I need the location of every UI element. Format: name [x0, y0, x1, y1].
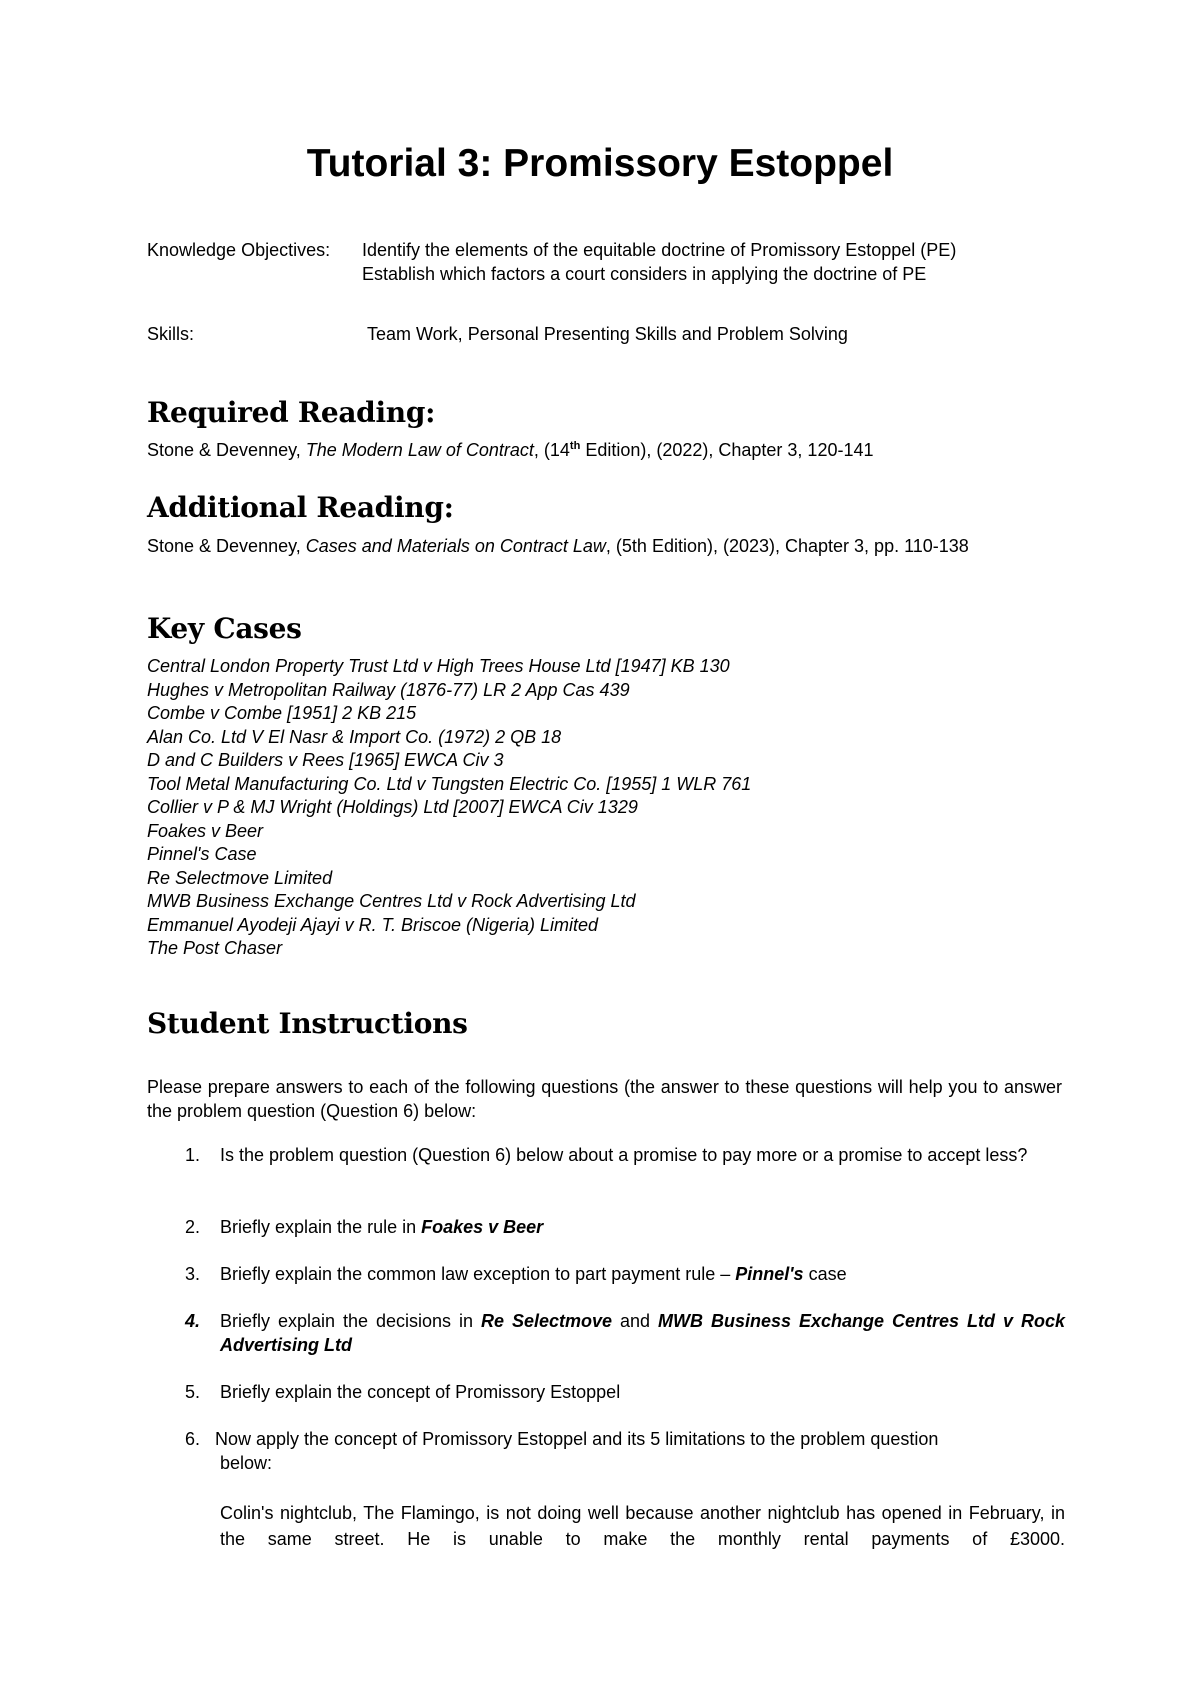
- question-4: [185, 1309, 1065, 1357]
- case-item: Central London Property Trust Ltd v High Trees House Ltd [1947] KB 130: [147, 656, 730, 676]
- required-edition-sup: th: [569, 440, 581, 452]
- student-instructions-intro: Please prepare answers to each of the following questions (the answer to these questions will help you to answer the problem question (Question 6) below:: [147, 1077, 1062, 1121]
- question-text: Now apply the concept of Promissory Estoppel and its 5 limitations to the problem question: [215, 1429, 939, 1449]
- student-instructions-heading: Student Instructions: [147, 1007, 468, 1040]
- problem-question-text: Colin's nightclub, The Flamingo, is not doing well because another nightclub has opened in February, in the same street. He is unable to make the monthly rental payments of £3000.: [220, 1503, 1065, 1549]
- additional-reading-citation: [147, 534, 1062, 558]
- question-2: [185, 1215, 1065, 1239]
- case-item: Foakes v Beer: [147, 820, 264, 841]
- question-text: [220, 1262, 1065, 1286]
- question-text-mid: and: [612, 1311, 659, 1331]
- additional-authors: Stone & Devenney,: [147, 536, 306, 556]
- question-number: 1.: [185, 1145, 201, 1165]
- page-title: Tutorial 3: Promissory Estoppel: [306, 142, 894, 185]
- question-text-part: Briefly explain the rule in: [220, 1217, 422, 1237]
- required-authors: Stone & Devenney,: [147, 440, 306, 460]
- question-text: Is the problem question (Question 6) below about a promise to pay more or a promise to accept less?: [220, 1145, 1028, 1165]
- case-name: Foakes v Beer: [421, 1217, 544, 1237]
- question-number: 4.: [185, 1311, 201, 1331]
- question-text: Briefly explain the concept of Promissory Estoppel: [220, 1382, 621, 1402]
- required-edition-pre: , (14: [533, 440, 570, 460]
- question-text: [220, 1215, 1065, 1239]
- required-reading-heading: Required Reading:: [147, 396, 436, 429]
- question-1: [185, 1143, 1065, 1167]
- question-number: 3.: [185, 1264, 201, 1284]
- additional-rest: , (5th Edition), (2023), Chapter 3, pp. 110-138: [605, 536, 969, 556]
- case-item: Combe v Combe [1951] 2 KB 215: [147, 703, 417, 723]
- skills-value: Team Work, Personal Presenting Skills and Problem Solving: [367, 324, 848, 344]
- case-item: Alan Co. Ltd V El Nasr & Import Co. (1972) 2 QB 18: [147, 726, 562, 747]
- required-edition-post: Edition), (2022), Chapter 3, 120-141: [580, 440, 874, 460]
- required-reading-citation: [147, 438, 1062, 462]
- key-cases-list: [147, 655, 751, 961]
- question-text: [220, 1309, 1065, 1357]
- question-text-tail: case: [803, 1264, 847, 1284]
- question-6: [185, 1427, 1065, 1475]
- case-name: MWB Business Exchange Centres Ltd v Rock Advertising Ltd: [220, 1311, 1065, 1355]
- skills-label: Skills:: [147, 324, 195, 344]
- required-book-title: The Modern Law of Contract: [305, 440, 534, 460]
- knowledge-objective-1: Identify the elements of the equitable doctrine of Promissory Estoppel (PE): [362, 240, 957, 260]
- case-item: Emmanuel Ayodeji Ajayi v R. T. Briscoe (Nigeria) Limited: [147, 914, 599, 935]
- case-name: Re Selectmove: [481, 1311, 613, 1331]
- key-cases-heading: Key Cases: [147, 612, 302, 645]
- question-number: 6.: [185, 1429, 201, 1449]
- knowledge-objectives-label: Knowledge Objectives:: [147, 240, 331, 260]
- knowledge-objective-2: Establish which factors a court considers in applying the doctrine of PE: [362, 264, 927, 284]
- case-item: MWB Business Exchange Centres Ltd v Rock Advertising Ltd: [147, 891, 636, 911]
- question-text-part: Briefly explain the common law exception to part payment rule –: [220, 1264, 736, 1284]
- question-text-continued: below:: [220, 1453, 273, 1473]
- case-item: Collier v P & MJ Wright (Holdings) Ltd [2007] EWCA Civ 1329: [147, 797, 638, 817]
- case-item: Pinnel's Case: [147, 844, 257, 864]
- question-text-part: Briefly explain the decisions in: [220, 1311, 482, 1331]
- case-item: The Post Chaser: [147, 938, 283, 958]
- additional-book-title: Cases and Materials on Contract Law: [305, 536, 606, 556]
- case-item: Hughes v Metropolitan Railway (1876-77) LR 2 App Cas 439: [147, 679, 630, 700]
- case-item: Re Selectmove Limited: [147, 867, 333, 888]
- additional-reading-heading: Additional Reading:: [147, 491, 454, 524]
- question-5: [185, 1380, 1065, 1404]
- question-3: [185, 1262, 1065, 1286]
- question-number: 2.: [185, 1217, 201, 1237]
- question-number: 5.: [185, 1382, 201, 1402]
- case-item: Tool Metal Manufacturing Co. Ltd v Tungsten Electric Co. [1955] 1 WLR 761: [147, 773, 752, 794]
- case-name: Pinnel's: [735, 1264, 804, 1284]
- case-item: D and C Builders v Rees [1965] EWCA Civ 3: [147, 750, 504, 770]
